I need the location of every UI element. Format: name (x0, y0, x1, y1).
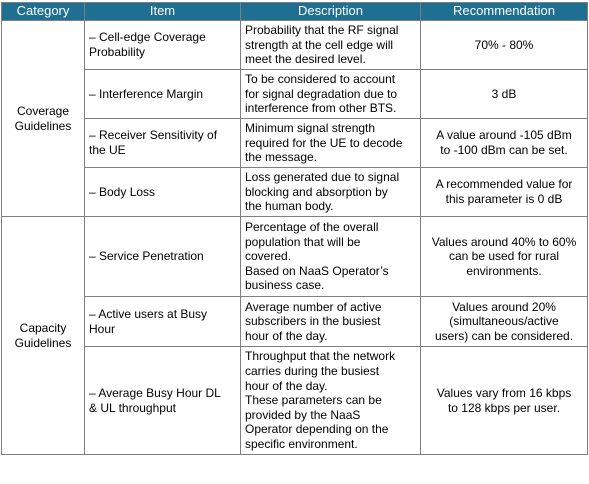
category-capacity: Capacity Guidelines (2, 217, 85, 455)
item-cell: – Active users at Busy Hour (85, 297, 241, 347)
header-category: Category (2, 3, 85, 21)
description-cell: Probability that the RF signal strength at the cell edge will meet the desired level. (241, 21, 421, 70)
recommendation-cell: Values vary from 16 kbps to 128 kbps per user. (421, 347, 588, 455)
table-row (2, 168, 588, 217)
header-item: Item (85, 3, 241, 21)
description-cell: Minimum signal strength required for the UE to decode the message. (241, 119, 421, 168)
recommendation-cell: 3 dB (421, 70, 588, 119)
item-cell: – Average Busy Hour DL & UL throughput (85, 347, 241, 455)
description-cell: Loss generated due to signal blocking and absorption by the human body. (241, 168, 421, 217)
description-cell: To be considered to account for signal degradation due to interference from other BTS. (241, 70, 421, 119)
header-row (2, 3, 588, 21)
header-description: Description (241, 3, 421, 21)
table-row (2, 297, 588, 347)
item-cell: – Receiver Sensitivity of the UE (85, 119, 241, 168)
item-cell: – Body Loss (85, 168, 241, 217)
category-coverage: Coverage Guidelines (2, 21, 85, 217)
item-cell: – Service Penetration (85, 217, 241, 297)
description-cell: Average number of active subscribers in the busiest hour of the day. (241, 297, 421, 347)
table-row (2, 70, 588, 119)
guidelines-table (1, 2, 588, 455)
recommendation-cell: Values around 40% to 60% can be used for rural environments. (421, 217, 588, 297)
table-row (2, 119, 588, 168)
table-row (2, 347, 588, 455)
description-cell: Percentage of the overall population that will be covered. Based on NaaS Operator’s business case. (241, 217, 421, 297)
header-recommendation: Recommendation (421, 3, 588, 21)
recommendation-cell: 70% - 80% (421, 21, 588, 70)
table-row (2, 217, 588, 297)
recommendation-cell: A value around -105 dBm to -100 dBm can be set. (421, 119, 588, 168)
description-cell: Throughput that the network carries during the busiest hour of the day. These parameters can be provided by the NaaS Operator depending on the specific environment. (241, 347, 421, 455)
table-row (2, 21, 588, 70)
item-cell: – Interference Margin (85, 70, 241, 119)
recommendation-cell: A recommended value for this parameter is 0 dB (421, 168, 588, 217)
recommendation-cell: Values around 20% (simultaneous/active users) can be considered. (421, 297, 588, 347)
item-cell: – Cell-edge Coverage Probability (85, 21, 241, 70)
